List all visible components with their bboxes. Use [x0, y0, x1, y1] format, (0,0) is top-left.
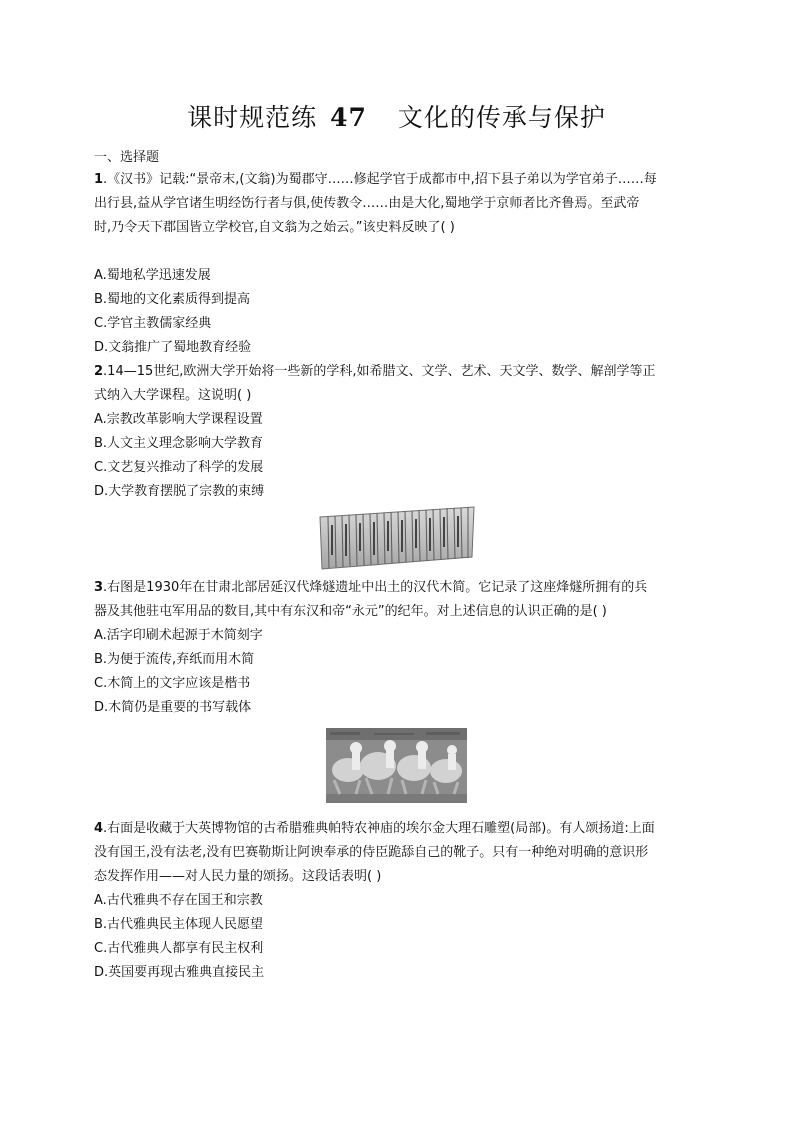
- question-1-number: 1: [94, 172, 104, 187]
- page-title: [0, 98, 793, 134]
- question-1-line-1: [94, 172, 657, 188]
- question-2-option-b: B.人文主义理念影响大学教育: [94, 436, 264, 451]
- question-3-option-a: A.活字印刷术起源于木简刻字: [94, 628, 263, 643]
- question-4-option-d: D.英国要再现古雅典直接民主: [94, 965, 265, 980]
- title-number: 47: [330, 103, 367, 132]
- question-3-text: .右图是1930年在甘肃北部居延汉代烽燧遗址中出土的汉代木简。它记录了这座烽燧所拥有的兵: [103, 580, 648, 595]
- question-3-option-b: B.为便于流传,弃纸而用木简: [94, 652, 255, 667]
- question-2-option-d: D.大学教育摆脱了宗教的束缚: [94, 484, 265, 499]
- title-text: 课时规范练: [187, 103, 318, 132]
- question-4-line-3: 态发挥作用——对人民力量的颂扬。这段话表明( ): [94, 869, 382, 884]
- question-3-option-c: C.木简上的文字应该是楷书: [94, 676, 251, 691]
- question-1-option-c: C.学官主教儒家经典: [94, 316, 212, 331]
- marble-relief-image: [326, 728, 467, 803]
- question-4-text: .右面是收藏于大英博物馆的古希腊雅典帕特农神庙的埃尔金大理石雕塑(局部)。有人颂扬道:上面: [103, 821, 655, 836]
- question-2-line-2: 式纳入大学课程。这说明( ): [94, 388, 252, 403]
- question-4-option-c: C.古代雅典人都享有民主权利: [94, 941, 264, 956]
- bamboo-slips-image: [318, 505, 476, 571]
- question-1-option-a: A.蜀地私学迅速发展: [94, 268, 211, 283]
- question-1-option-d: D.文翁推广了蜀地教育经验: [94, 340, 252, 355]
- question-2-number: 2: [94, 364, 104, 379]
- question-2-option-c: C.文艺复兴推动了科学的发展: [94, 460, 264, 475]
- section-heading: 一、选择题: [94, 150, 160, 165]
- question-4-line-1: [94, 821, 655, 837]
- question-1-line-2: 出行县,益从学官诸生明经饬行者与俱,使传教令……由是大化,蜀地学于京师者比齐鲁焉。至武帝: [94, 196, 640, 211]
- marble-relief-illustration: [326, 728, 467, 803]
- question-2-text: .14—15世纪,欧洲大学开始将一些新的学科,如希腊文、文学、艺术、天文学、数学、解剖学等正: [103, 364, 656, 379]
- title-topic: 文化的传承与保护: [397, 103, 606, 132]
- bamboo-slips-illustration: [318, 505, 476, 571]
- question-2-option-a: A.宗教改革影响大学课程设置: [94, 412, 263, 427]
- question-2-line-1: [94, 364, 656, 380]
- question-1-line-3: 时,乃令天下郡国皆立学校官,自文翁为之始云。”该史料反映了( ): [94, 220, 455, 235]
- question-4-option-a: A.古代雅典不存在国王和宗教: [94, 893, 263, 908]
- question-3-line-2: 器及其他驻屯军用品的数目,其中有东汉和帝“永元”的纪年。对上述信息的认识正确的是( ): [94, 604, 607, 619]
- question-3-line-1: [94, 580, 647, 596]
- question-3-number: 3: [94, 580, 104, 595]
- question-4-line-2: 没有国王,没有法老,没有巴赛勒斯让阿谀奉承的侍臣跪舔自己的靴子。只有一种绝对明确的意识形: [94, 845, 649, 860]
- question-4-option-b: B.古代雅典民主体现人民愿望: [94, 917, 264, 932]
- question-3-option-d: D.木简仍是重要的书写载体: [94, 700, 252, 715]
- question-4-number: 4: [94, 821, 104, 836]
- question-1-text: .《汉书》记载:“景帝末,(文翁)为蜀郡守……修起学官于成都市中,招下县子弟以为学官弟子……每: [103, 172, 657, 187]
- question-1-option-b: B.蜀地的文化素质得到提高: [94, 292, 251, 307]
